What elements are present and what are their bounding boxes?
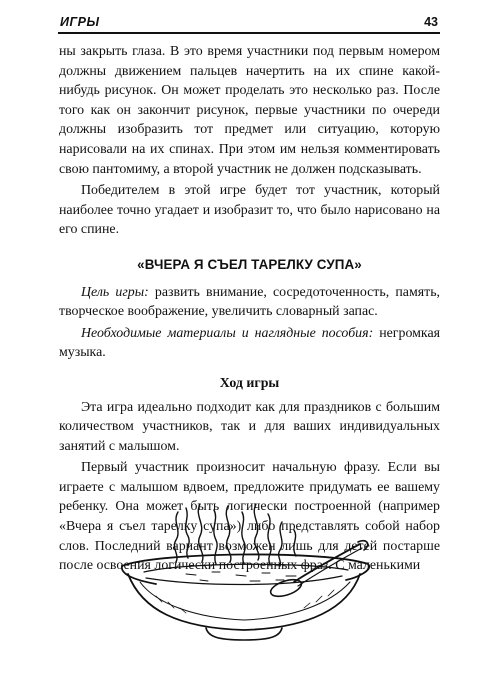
paragraph-first-player: Первый участник произносит начальную фразу. Если вы играете с малышом вдвоем, предложите придумать ее вашему ребенку. Она может быть логически построенной (например «Вчера я съел тарелку супа») либо представлять собой набор слов. Последний вариант возможен лишь для детей постарше после освоения логически построенных фраз. С маленькими <box>59 460 440 574</box>
page-number: 43 <box>424 15 438 29</box>
materials-paragraph <box>59 324 440 363</box>
page-body <box>59 42 440 576</box>
materials-text: негромкая музыка. <box>59 325 441 361</box>
goal-text: развить внимание, сосредоточенность, память, творческое воображение, увеличить словарный запас. <box>59 284 440 320</box>
game-title: «ВЧЕРА Я СЪЕЛ ТАРЕЛКУ СУПА» <box>137 256 362 272</box>
paragraph-intro: Эта игра идеально подходит как для праздников с большим количеством участников, так и для ваших индивидуальных занятий с малышом. <box>59 399 440 454</box>
header-rule <box>58 32 440 34</box>
running-head-title: ИГРЫ <box>60 15 100 29</box>
materials-label: Необходимые материалы и наглядные пособия: <box>81 325 374 341</box>
soup-bowl-icon <box>116 500 376 660</box>
paragraph-winner: Победителем в этой игре будет тот участник, который наиболее точно угадает и изобразит то, что было нарисовано на его спине. <box>59 183 440 238</box>
running-header <box>58 12 440 32</box>
goal-paragraph <box>59 283 440 322</box>
paragraph-continued: ны закрыть глаза. В это время участники под первым номером должны движением пальцев начертить на их спине какой-нибудь рисунок. Он может проделать это несколько раз. После того как он закончит рисунок, первые участники по очереди должны изобразить тот предмет или ситуацию, которую нарисовали на их спинах. При этом им нельзя комментировать свою пантомиму, а второй участник не должен подсказывать. <box>59 44 440 177</box>
goal-label: Цель игры: <box>81 284 149 300</box>
section-title: Ход игры <box>219 375 280 391</box>
